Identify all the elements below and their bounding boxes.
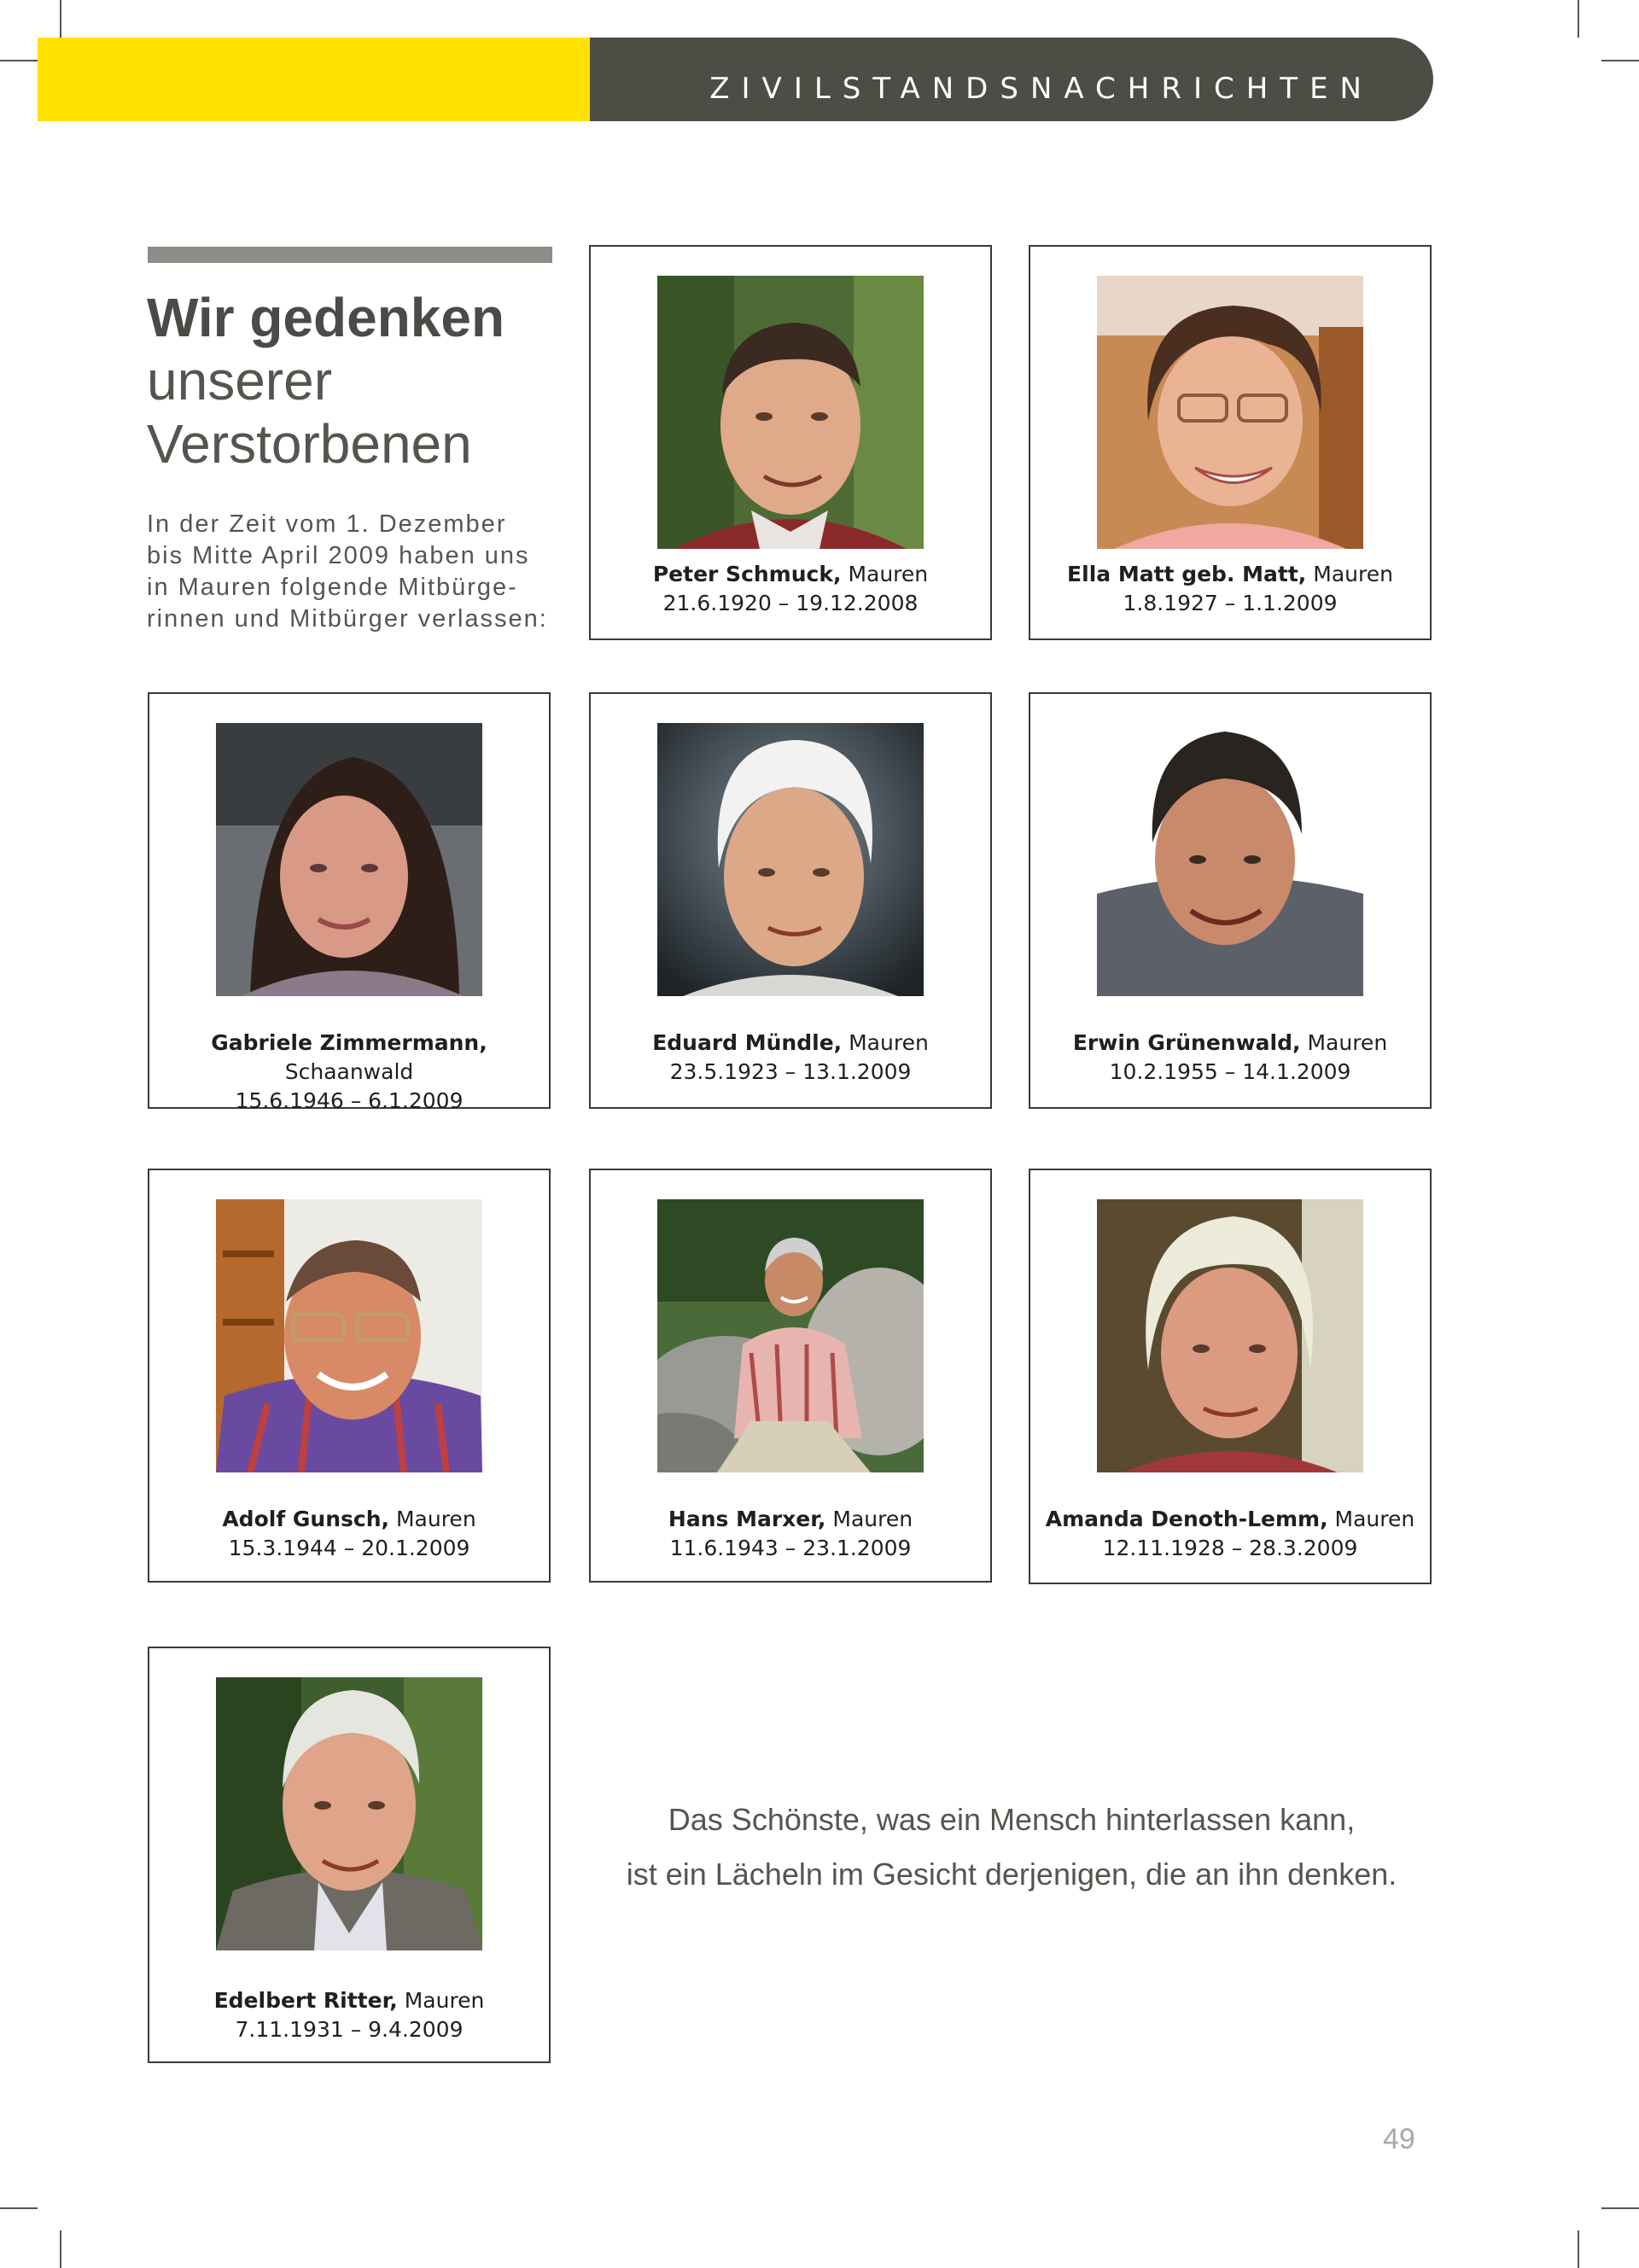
crop-mark [60, 2230, 61, 2268]
crop-mark [0, 2207, 38, 2209]
person-place: Mauren [1307, 1030, 1388, 1055]
crop-mark [1578, 2230, 1579, 2268]
person-place: Mauren [1313, 562, 1393, 586]
caption [591, 1505, 990, 1563]
crop-mark [1578, 0, 1579, 38]
person-name: Erwin Grünenwald, [1072, 1030, 1301, 1055]
crop-mark [1601, 2207, 1639, 2209]
caption [1030, 1505, 1430, 1563]
person-name: Ella Matt geb. Matt, [1067, 562, 1307, 586]
intro-text-line: bis Mitte April 2009 haben uns [147, 542, 530, 569]
person-dates: 12.11.1928 – 28.3.2009 [1102, 1536, 1358, 1560]
page-title-line2: unserer [147, 350, 332, 411]
page-title-line3: Verstorbenen [147, 413, 472, 475]
obituary-card [1029, 692, 1432, 1109]
caption [149, 1986, 549, 2044]
person-place: Mauren [849, 1030, 929, 1055]
intro-text-line: rinnen und Mitbürger verlassen: [147, 605, 548, 633]
portrait-photo [657, 276, 924, 549]
intro-text [147, 509, 557, 635]
header-accent-bar [38, 38, 590, 121]
caption [1030, 560, 1430, 618]
crop-mark [0, 60, 38, 61]
obituary-card [589, 1169, 992, 1583]
person-dates: 7.11.1931 – 9.4.2009 [235, 2017, 464, 2042]
person-name: Hans Marxer, [668, 1507, 826, 1531]
person-name: Amanda Denoth-Lemm, [1045, 1507, 1328, 1531]
caption [591, 1029, 990, 1087]
person-dates: 1.8.1927 – 1.1.2009 [1123, 591, 1338, 615]
portrait-photo [216, 1199, 482, 1472]
obituary-card [1029, 245, 1432, 640]
portrait-photo [657, 1199, 924, 1472]
person-dates: 10.2.1955 – 14.1.2009 [1109, 1059, 1351, 1084]
obituary-card [148, 1647, 551, 2063]
obituary-card [1029, 1169, 1432, 1584]
crop-mark [1601, 60, 1639, 61]
caption [1030, 1029, 1430, 1087]
person-name: Gabriele Zimmermann, [211, 1030, 487, 1055]
memorial-quote [598, 1793, 1426, 1902]
person-name: Edelbert Ritter, [213, 1988, 398, 2013]
portrait-photo [657, 723, 924, 996]
page-title [147, 287, 557, 475]
page-number: 49 [1383, 2123, 1415, 2155]
person-name: Adolf Gunsch, [222, 1507, 390, 1531]
obituary-card [148, 692, 551, 1113]
obituary-card [148, 1169, 551, 1583]
caption [591, 560, 990, 618]
caption [149, 1029, 549, 1116]
person-name: Peter Schmuck, [652, 562, 842, 586]
portrait-photo [1097, 1199, 1363, 1472]
page-title-bold: Wir gedenken [147, 287, 505, 348]
person-name: Eduard Mündle, [652, 1030, 843, 1055]
person-dates: 15.6.1946 – 6.1.2009 [235, 1088, 464, 1113]
portrait-photo [216, 723, 482, 996]
person-place: Mauren [832, 1507, 913, 1531]
crop-mark [60, 0, 61, 38]
portrait-photo [216, 1677, 482, 1950]
person-dates: 15.3.1944 – 20.1.2009 [228, 1536, 470, 1560]
quote-line: Das Schönste, was ein Mensch hinterlassen kann, [668, 1802, 1356, 1837]
person-place: Schaanwald [284, 1059, 414, 1084]
person-place: Mauren [395, 1507, 476, 1531]
intro-divider [148, 247, 552, 263]
person-dates: 21.6.1920 – 19.12.2008 [662, 591, 919, 615]
person-dates: 11.6.1943 – 23.1.2009 [669, 1536, 912, 1560]
person-place: Mauren [848, 562, 929, 586]
obituary-card [589, 692, 992, 1109]
obituary-card [589, 245, 992, 640]
person-place: Mauren [404, 1988, 485, 2013]
person-dates: 23.5.1923 – 13.1.2009 [669, 1059, 912, 1084]
quote-line: ist ein Lächeln im Gesicht derjenigen, die an ihn denken. [626, 1857, 1397, 1892]
header-bar [590, 38, 1433, 121]
intro-text-line: In der Zeit vom 1. Dezember [147, 510, 507, 538]
portrait-photo [1097, 723, 1363, 996]
intro-text-line: in Mauren folgende Mitbürge- [147, 574, 518, 601]
caption [149, 1505, 549, 1563]
portrait-photo [1097, 276, 1363, 549]
person-place: Mauren [1334, 1507, 1415, 1531]
section-title: ZIVILSTANDSNACHRICHTEN [709, 72, 1374, 106]
